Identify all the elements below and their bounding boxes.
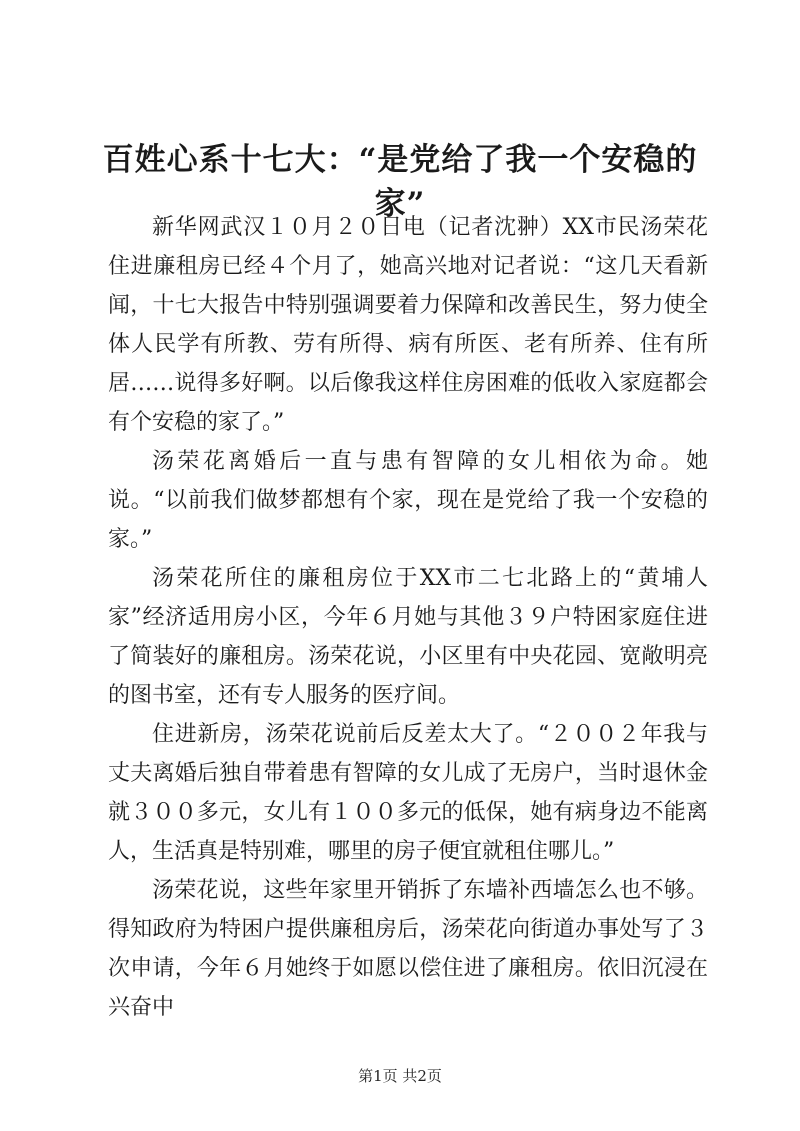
document-title: 百姓心系十七大：“是党给了我一个安稳的家”: [102, 142, 698, 222]
paragraph: 汤荣花说，这些年家里开销拆了东墙补西墙怎么也不够。得知政府为特困户提供廉租房后，汤荣花向街道办事处写了３次申请，今年６月她终于如愿以偿住进了廉租房。依旧沉浸在兴奋中: [108, 878, 708, 1020]
page-footer: 第1页 共2页: [358, 1067, 442, 1085]
paragraph: 新华网武汉１０月２０日电（记者沈翀）XX市民汤荣花住进廉租房已经４个月了，她高兴地对记者说：“这几天看新闻，十七大报告中特别强调要着力保障和改善民生，努力使全体人民学有所教、劳有所得、病有所医、老有所养、住有所居……说得多好啊。以后像我这样住房困难的低收入家庭都会有个安稳的家了。”: [108, 215, 708, 435]
document-body: [108, 208, 708, 1027]
paragraph: 汤荣花所住的廉租房位于XX市二七北路上的“黄埔人家”经济适用房小区，今年６月她与其他３９户特困家庭住进了简装好的廉租房。汤荣花说，小区里有中央花园、宽敞明亮的图书室，还有专人服务的医疗间。: [108, 566, 708, 708]
paragraph: 住进新房，汤荣花说前后反差太大了。“２００２年我与丈夫离婚后独自带着患有智障的女儿成了无房户，当时退休金就３００多元，女儿有１００多元的低保，她有病身边不能离人，生活真是特别难，哪里的房子便宜就租住哪儿。”: [108, 722, 708, 864]
paragraph: 汤荣花离婚后一直与患有智障的女儿相依为命。她说。“以前我们做梦都想有个家，现在是党给了我一个安稳的家。”: [108, 449, 708, 552]
